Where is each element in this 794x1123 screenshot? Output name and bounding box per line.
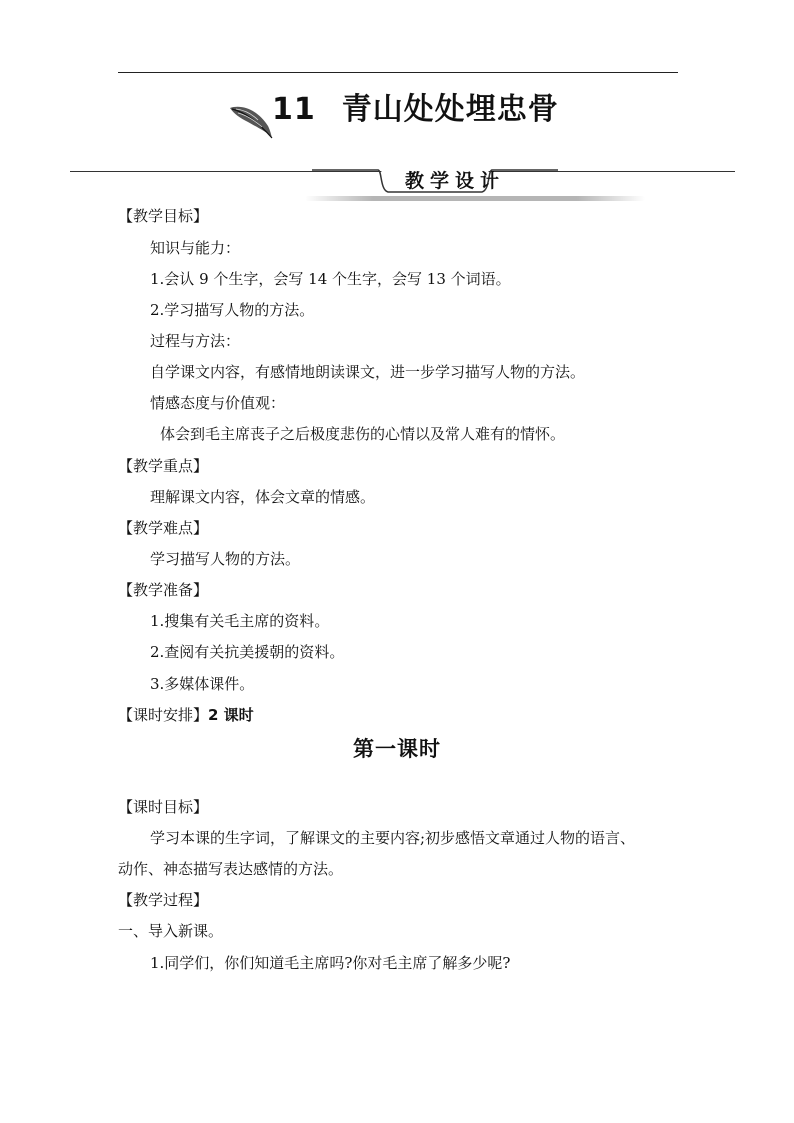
lesson-title bbox=[272, 84, 559, 128]
step-1-title: 一、导入新课。 bbox=[118, 922, 224, 940]
schedule-heading: 【课时安排】 bbox=[118, 706, 209, 724]
lesson-name: 青山处处埋忠骨 bbox=[341, 92, 559, 127]
schedule-row bbox=[118, 705, 254, 725]
emotion-text: 体会到毛主席丧子之后极度悲伤的心情以及常人难有的情怀。 bbox=[160, 425, 566, 443]
lesson-number: 11 bbox=[272, 92, 316, 127]
feather-icon bbox=[228, 100, 274, 140]
preparation-item-2: 2.查阅有关抗美援朝的资料。 bbox=[150, 643, 345, 661]
top-rule bbox=[118, 72, 678, 73]
key-points-heading: 【教学重点】 bbox=[118, 457, 209, 475]
teaching-process-heading: 【教学过程】 bbox=[118, 891, 209, 909]
difficulties-heading: 【教学难点】 bbox=[118, 519, 209, 537]
knowledge-item-2: 2.学习描写人物的方法。 bbox=[150, 301, 315, 319]
knowledge-label: 知识与能力： bbox=[150, 239, 241, 257]
objectives-heading: 【教学目标】 bbox=[118, 207, 209, 225]
step-1-question-1: 1.同学们，你们知道毛主席吗?你对毛主席了解多少呢? bbox=[150, 954, 511, 972]
lesson-goal-heading: 【课时目标】 bbox=[118, 798, 209, 816]
preparation-item-3: 3.多媒体课件。 bbox=[150, 675, 255, 693]
key-points-text: 理解课文内容，体会文章的情感。 bbox=[150, 488, 376, 506]
knowledge-item-1: 1.会认 9 个生字，会写 14 个生字，会写 13 个词语。 bbox=[150, 270, 511, 288]
schedule-value: 2 课时 bbox=[208, 706, 254, 724]
preparation-item-1: 1.搜集有关毛主席的资料。 bbox=[150, 612, 330, 630]
process-text: 自学课文内容，有感情地朗读课文，进一步学习描写人物的方法。 bbox=[150, 363, 586, 381]
difficulties-text: 学习描写人物的方法。 bbox=[150, 550, 301, 568]
lesson-goal-line-2: 动作、神态描写表达感情的方法。 bbox=[118, 860, 344, 878]
preparation-heading: 【教学准备】 bbox=[118, 581, 209, 599]
emotion-label: 情感态度与价值观： bbox=[150, 394, 286, 412]
section-banner bbox=[70, 160, 735, 204]
section-banner-label: 教学设计 bbox=[404, 170, 505, 192]
first-lesson-title: 第一课时 bbox=[353, 737, 441, 761]
process-label: 过程与方法： bbox=[150, 332, 241, 350]
lesson-goal-line-1: 学习本课的生字词，了解课文的主要内容;初步感悟文章通过人物的语言、 bbox=[150, 829, 636, 847]
